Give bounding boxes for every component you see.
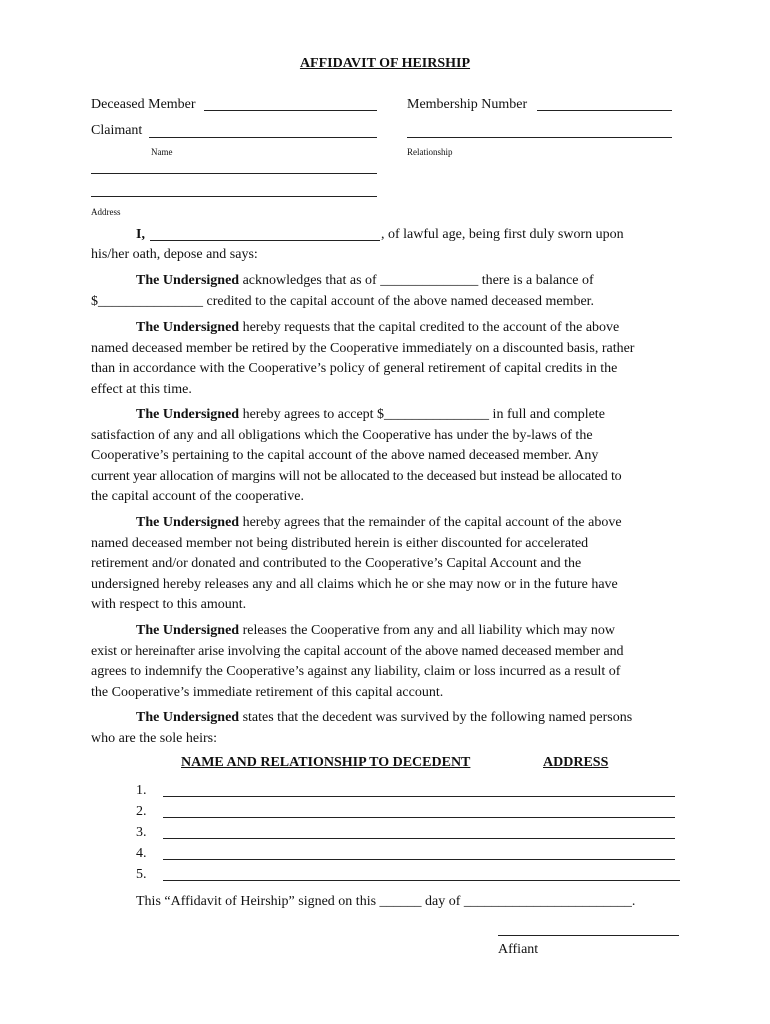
paragraph-line: hereby requests that the capital credited to the account of the above [239, 320, 620, 335]
address-field-line-2[interactable] [91, 196, 377, 197]
heir-row-number: 1. [136, 783, 147, 798]
address-caption: Address [91, 207, 121, 217]
heir-row-number: 3. [136, 825, 147, 840]
paragraph-line: agrees to indemnify the Cooperative’s against any liability, claim or loss incurred as a result of [91, 664, 621, 680]
paragraph-line: Cooperative’s pertaining to the capital account of the above named deceased member. Any [91, 448, 599, 464]
paragraph-line: the capital account of the cooperative. [91, 489, 305, 505]
claimant-relationship-field[interactable] [407, 137, 672, 138]
paragraph-lead: The Undersigned [136, 710, 240, 725]
paragraph-line: who are the sole heirs: [91, 730, 217, 746]
paragraph-balance [91, 271, 683, 312]
paragraph-release [91, 621, 683, 703]
heir-row-field-2[interactable] [163, 817, 675, 818]
paragraph-heirs [91, 708, 683, 749]
paragraph-retirement-request [91, 318, 683, 400]
address-field-line-1[interactable] [91, 173, 377, 174]
heir-row-field-1[interactable] [163, 796, 675, 797]
heir-row-field-3[interactable] [163, 838, 675, 839]
oath-text-line-2: his/her oath, depose and says: [91, 247, 258, 262]
heirs-column-name: NAME AND RELATIONSHIP TO DECEDENT [181, 755, 471, 770]
paragraph-lead: The Undersigned [136, 273, 240, 288]
affiant-label: Affiant [498, 942, 539, 957]
document-title: AFFIDAVIT OF HEIRSHIP [299, 56, 471, 71]
deceased-member-label: Deceased Member [91, 97, 196, 112]
paragraph-line: satisfaction of any and all obligations which the Cooperative has under the by-laws of the [91, 427, 593, 443]
affiant-signature-line[interactable] [498, 935, 679, 936]
paragraph-remainder [91, 513, 683, 616]
paragraph-lead: The Undersigned [136, 515, 240, 530]
claimant-name-field[interactable] [149, 137, 377, 138]
signature-statement: This “Affidavit of Heirship” signed on this ______ day of ________________________. [136, 894, 636, 909]
paragraph-acceptance [91, 405, 683, 508]
paragraph-line: acknowledges that as of ______________ there is a balance of [239, 273, 594, 288]
heir-row-number: 4. [136, 846, 147, 861]
oath-text-line-1: , of lawful age, being first duly sworn upon [381, 227, 624, 242]
paragraph-line: with respect to this amount. [91, 597, 247, 613]
paragraph-line: named deceased member not being distributed herein is either discounted for accelerated [91, 535, 589, 551]
claimant-label: Claimant [91, 123, 143, 138]
paragraph-lead: The Undersigned [136, 623, 240, 638]
paragraph-line: the Cooperative’s immediate retirement of this capital account. [91, 684, 444, 700]
membership-number-field[interactable] [537, 110, 672, 111]
paragraph-line: current year allocation of margins will not be allocated to the deceased but instead be allocated to [91, 468, 622, 484]
paragraph-line: named deceased member be retired by the Cooperative immediately on a discounted basis, rather [91, 340, 635, 356]
paragraph-line: $_______________ credited to the capital account of the above named deceased member. [91, 293, 595, 309]
paragraph-line: undersigned hereby releases any and all claims which he or she may now or in the future have [91, 576, 618, 592]
paragraph-line: effect at this time. [91, 381, 192, 397]
paragraph-line: than in accordance with the Cooperative’s policy of general retirement of capital credits in the [91, 361, 618, 377]
heir-row-field-5[interactable] [163, 880, 680, 881]
heirs-column-address: ADDRESS [543, 755, 609, 770]
affiant-name-field[interactable] [150, 240, 380, 241]
paragraph-line: hereby agrees that the remainder of the capital account of the above [239, 515, 622, 530]
paragraph-line: retirement and/or donated and contributed to the Cooperative’s Capital Account and the [91, 556, 582, 572]
name-caption: Name [151, 147, 173, 157]
paragraph-lead: The Undersigned [136, 320, 240, 335]
heir-row-number: 2. [136, 804, 147, 819]
heir-row-number: 5. [136, 867, 147, 882]
paragraph-line: hereby agrees to accept $_______________ in full and complete [239, 407, 605, 422]
paragraph-line: releases the Cooperative from any and all liability which may now [239, 623, 616, 638]
paragraph-line: exist or hereinafter arise involving the capital account of the above named deceased member and [91, 643, 624, 659]
membership-number-label: Membership Number [407, 97, 528, 112]
deceased-member-field[interactable] [204, 110, 377, 111]
heir-row-field-4[interactable] [163, 859, 675, 860]
paragraph-lead: The Undersigned [136, 407, 240, 422]
paragraph-line: states that the decedent was survived by the following named persons [239, 710, 633, 725]
relationship-caption: Relationship [407, 147, 453, 157]
oath-lead: I, [136, 227, 145, 242]
